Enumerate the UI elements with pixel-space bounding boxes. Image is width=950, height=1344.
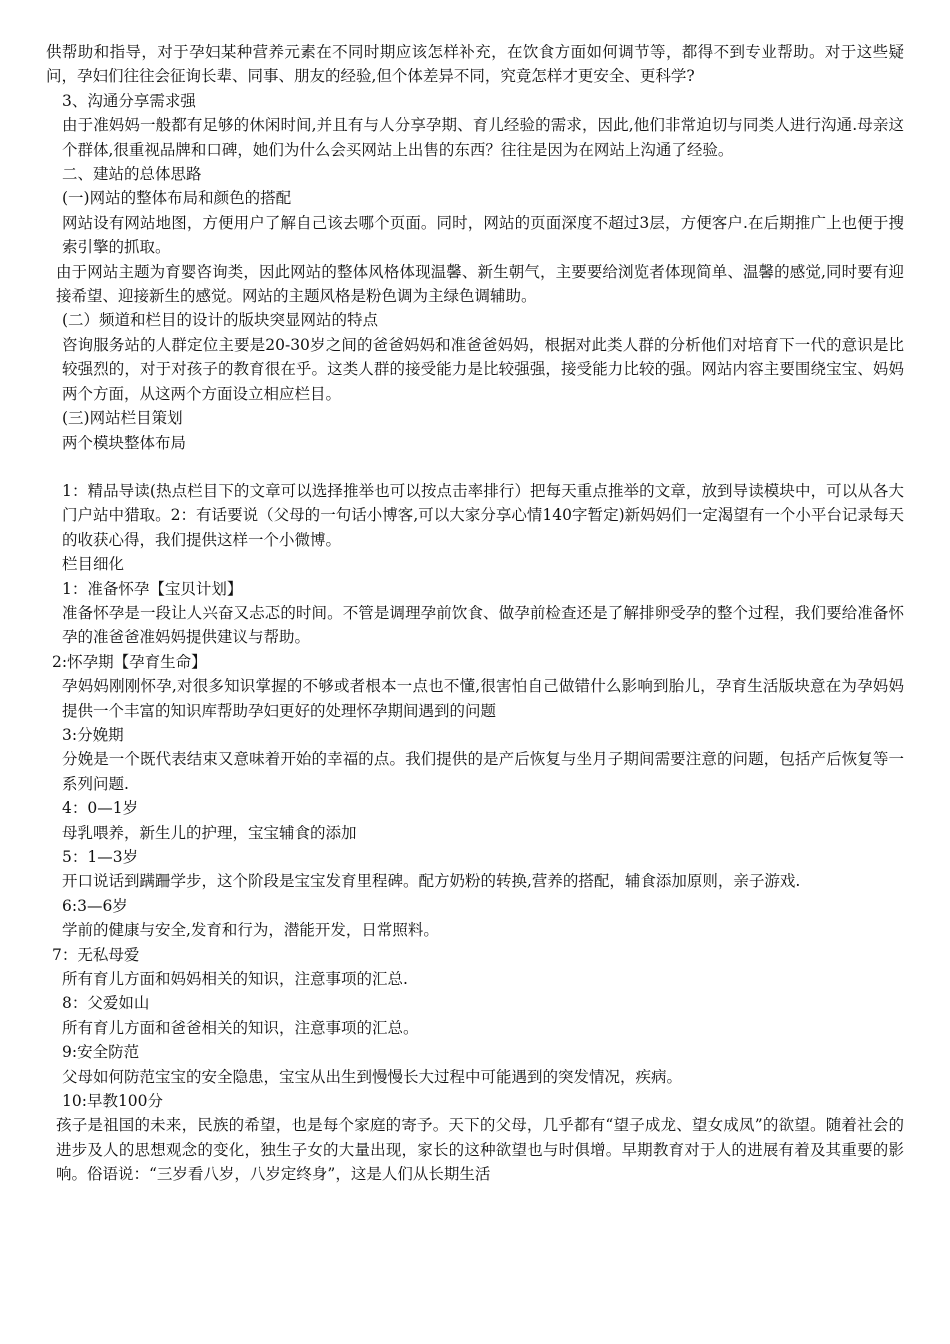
paragraph-sitemap: 网站设有网站地图，方便用户了解自己该去哪个页面。同时，网站的页面深度不超过3层，方便客户.在后期推广上也便于搜索引擎的抓取。 [62,213,904,257]
heading-layout-colors: (一)网站的整体布局和颜色的搭配 [62,189,292,208]
item-heading-2: 2:怀孕期【孕育生命】 [52,652,207,671]
paragraph-two-modules: 两个模块整体布局 [62,433,187,452]
item-text-2: 孕妈妈刚刚怀孕,对很多知识掌握的不够或者根本一点也不懂,很害怕自己做错什么影响到胎儿，孕育生活版块意在为孕妈妈提供一个丰富的知识库帮助孕妇更好的处理怀孕期间遇到的问题 [62,677,904,720]
item-text-8: 所有育儿方面和爸爸相关的知识，注意事项的汇总。 [62,1018,419,1037]
item-heading-1: 1：准备怀孕【宝贝计划】 [62,579,243,598]
heading-communication-need: 3、沟通分享需求强 [62,91,196,110]
item-heading-5: 5：1—3岁 [62,848,139,866]
item-heading-10: 10:早教100分 [62,1092,164,1111]
item-text-9: 父母如何防范宝宝的安全隐患，宝宝从出生到慢慢长大过程中可能遇到的突发情况，疾病。 [62,1067,683,1086]
item-heading-7: 7：无私母爱 [52,945,140,964]
item-text-1: 准备怀孕是一段让人兴奋又忐忑的时间。不管是调理孕前饮食、做孕前检查还是了解排卵受孕的整个过程，我们要给准备怀孕的准爸爸准妈妈提供建议与帮助。 [62,603,904,647]
paragraph-communication: 由于准妈妈一般都有足够的休闲时间,并且有与人分享孕期、育儿经验的需求，因此,他们非常迫切与同类人进行沟通.母亲这个群体,很重视品牌和口碑，她们为什么会买网站上出售的东西？往往是因为在网站上沟通了经验。 [62,116,904,159]
item-text-6: 学前的健康与安全,发育和行为，潜能开发，日常照料。 [62,921,439,940]
paragraph-intro-continued: 供帮助和指导，对于孕妇某种营养元素在不同时期应该怎样补充，在饮食方面如何调节等，都得不到专业帮助。对于这些疑问，孕妇们往往会征询长辈、同事、朋友的经验,但个体差异不同，究竟怎样才更安全、更科学? [46,43,904,86]
heading-section-two: 二、建站的总体思路 [62,165,202,184]
item-text-5: 开口说话到蹒跚学步，这个阶段是宝宝发育里程碑。配方奶粉的转换,营养的搭配，辅食添加原则，亲子游戏. [62,872,801,891]
item-heading-8: 8：父爱如山 [62,994,150,1013]
paragraph-modules-detail: 1：精品导读(热点栏目下的文章可以选择推举也可以按点击率排行）把每天重点推举的文章，放到导读模块中，可以从各大门户站中猎取。2：有话要说（父母的一句话小博客,可以大家分享心情140字暂定)新妈妈们一定渴望有一个小平台记录每天的收获心得，我们提供这样一个小微博。 [62,481,904,549]
item-text-4: 母乳喂养，新生儿的护理，宝宝辅食的添加 [62,823,357,842]
paragraph-style: 由于网站主题为育婴咨询类，因此网站的整体风格体现温馨、新生朝气，主要要给浏览者体现简单、温馨的感觉,同时要有迎接希望、迎接新生的感觉。网站的主题风格是粉色调为主绿色调辅助。 [56,262,904,306]
heading-channel-design: (二）频道和栏目的设计的版块突显网站的特点 [62,311,379,330]
item-text-10: 孩子是祖国的未来，民族的希望，也是每个家庭的寄予。天下的父母，几乎都有“望子成龙、望女成凤”的欲望。随着社会的进步及人的思想观念的变化，独生子女的大量出现，家长的这种欲望也与时俱增。早期教育对于人的进展有着及其重要的影响。俗语说：“三岁看八岁，八岁定终身”，这是人们从长期生活 [56,1116,904,1184]
item-heading-4: 4：0—1岁 [62,799,139,818]
blank-line [46,455,904,479]
heading-column-detail: 栏目细化 [62,555,125,574]
item-text-3: 分娩是一个既代表结束又意味着开始的幸福的点。我们提供的是产后恢复与坐月子期间需要注意的问题，包括产后恢复等一系列问题. [62,750,904,793]
item-text-7: 所有育儿方面和妈妈相关的知识，注意事项的汇总. [62,970,408,989]
item-heading-9: 9:安全防范 [62,1043,140,1062]
heading-column-planning: (三)网站栏目策划 [62,409,183,428]
item-heading-3: 3:分娩期 [62,725,124,744]
item-heading-6: 6:3—6岁 [62,896,128,915]
paragraph-target-audience: 咨询服务站的人群定位主要是20-30岁之间的爸爸妈妈和准爸爸妈妈，根据对此类人群的分析他们对培育下一代的意识是比较强烈的，对于对孩子的教育很在乎。这类人群的接受能力是比较强强，接受能力比较的强。网站内容主要围绕宝宝、妈妈两个方面，从这两个方面设立相应栏目。 [62,335,904,403]
